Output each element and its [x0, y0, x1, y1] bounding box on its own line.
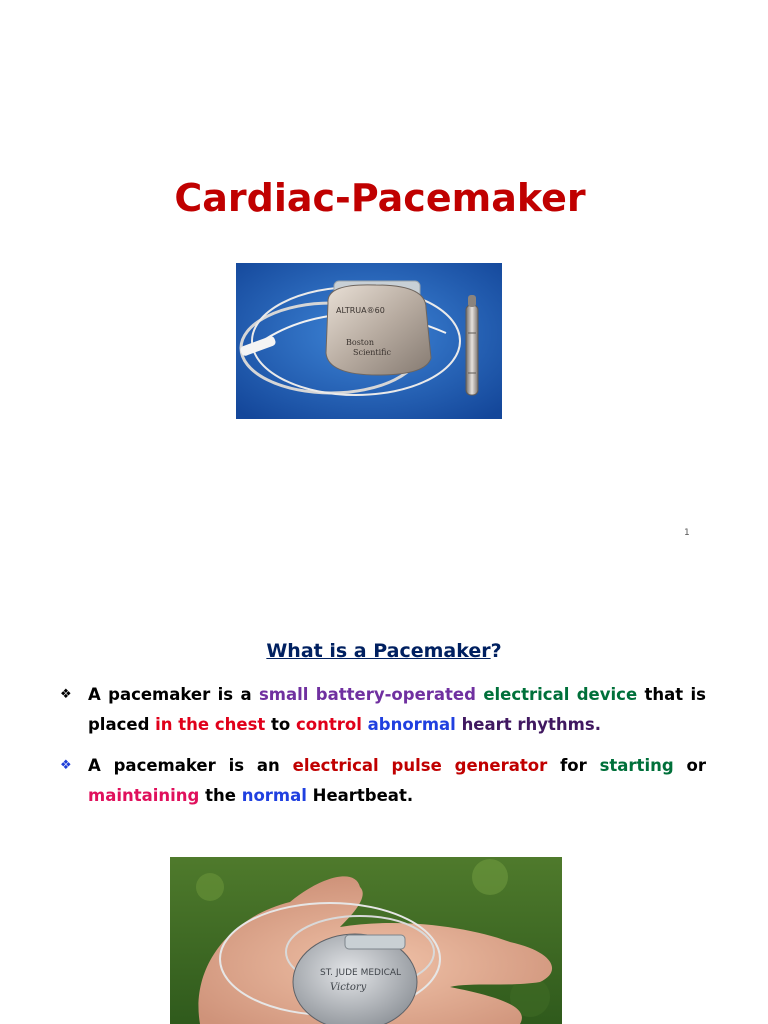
bullet-1-highlight-control: control: [296, 715, 362, 734]
bullet-2: [60, 751, 706, 811]
bullet-1-highlight-abnormal: abnormal: [367, 715, 456, 734]
device-label-model: ALTRUA®60: [336, 306, 385, 315]
hand-device-label-maker: ST. JUDE MEDICAL: [320, 968, 402, 978]
heading-question-mark: ?: [490, 640, 502, 662]
hand-device-label-model: Victory: [330, 982, 367, 993]
bullet-2-highlight-starting: starting: [599, 756, 674, 775]
bullet-1-text: to: [265, 715, 297, 734]
bullet-2-text: the: [199, 786, 242, 805]
slide-title: Cardiac-Pacemaker: [174, 176, 586, 220]
heading-text: What is a Pacemaker: [266, 640, 491, 662]
bullet-1-highlight-size: small battery-operated: [258, 685, 476, 704]
device-label-brand1: Boston: [346, 338, 374, 347]
diamond-bullet-icon: ❖: [60, 758, 72, 773]
bullet-2-highlight-maintaining: maintaining: [88, 786, 200, 805]
bullet-1-highlight-location: in the chest: [155, 715, 266, 734]
bullet-2-text: A pacemaker is an: [88, 756, 293, 775]
bullet-2-text: Heartbeat.: [306, 786, 414, 805]
bullet-1-text: A pacemaker is a: [88, 685, 259, 704]
bullet-2-highlight-normal: normal: [241, 786, 307, 805]
bullet-1-highlight-rhythms: heart rhythms.: [461, 715, 601, 734]
page-number: 1: [684, 528, 690, 538]
section-heading: [0, 640, 768, 662]
bullet-2-text: or: [673, 756, 706, 775]
bullet-2-text: for: [547, 756, 600, 775]
slide-2: [0, 560, 768, 1024]
device-label-brand2: Scientific: [353, 348, 391, 357]
bullet-1-text: that is placed: [88, 685, 707, 734]
pacemaker-in-hand-photo: [170, 857, 562, 1024]
diamond-bullet-icon: ❖: [60, 687, 72, 702]
pacemaker-device-photo: [236, 263, 502, 419]
bullet-2-highlight-generator: electrical pulse generator: [292, 756, 548, 775]
bullet-1-highlight-device: electrical device: [483, 685, 638, 704]
bullet-1: [60, 680, 707, 740]
